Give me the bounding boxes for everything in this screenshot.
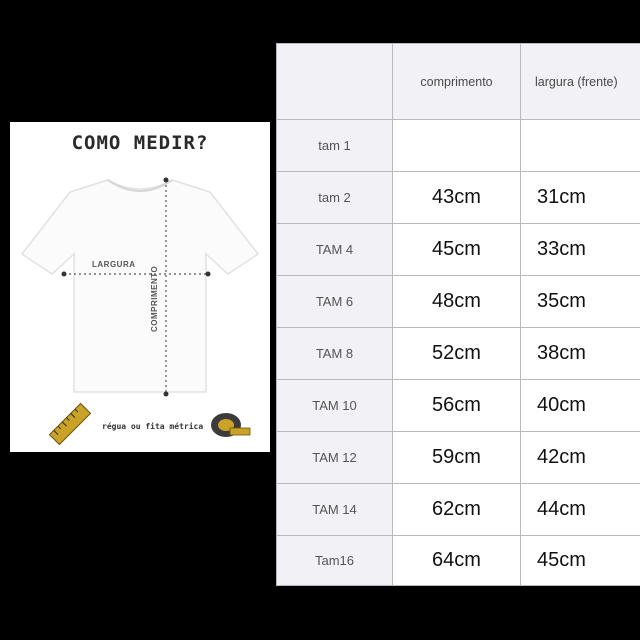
length-cell: 45cm — [393, 224, 521, 276]
size-cell: TAM 4 — [277, 224, 393, 276]
length-label: COMPRIMENTO — [150, 265, 159, 332]
length-cell: 48cm — [393, 276, 521, 328]
length-cell: 56cm — [393, 380, 521, 432]
table-header-row — [277, 44, 640, 120]
tshirt-illustration — [10, 162, 270, 402]
table-row — [277, 276, 640, 328]
length-cell: 64cm — [393, 536, 521, 586]
table-row — [277, 484, 640, 536]
table-row — [277, 536, 640, 586]
measuring-guide-card — [10, 122, 270, 452]
size-cell: TAM 10 — [277, 380, 393, 432]
size-cell: Tam16 — [277, 536, 393, 586]
table-row — [277, 120, 640, 172]
width-cell: 45cm — [521, 536, 640, 586]
width-cell: 33cm — [521, 224, 640, 276]
length-cell: 62cm — [393, 484, 521, 536]
width-cell: 31cm — [521, 172, 640, 224]
width-cell: 38cm — [521, 328, 640, 380]
size-cell: tam 1 — [277, 120, 393, 172]
width-cell — [521, 120, 640, 172]
header-size-cell — [277, 44, 393, 120]
length-cell: 52cm — [393, 328, 521, 380]
size-table — [276, 43, 640, 586]
width-cell: 44cm — [521, 484, 640, 536]
header-width-cell: largura (frente) — [521, 44, 640, 120]
size-cell: TAM 6 — [277, 276, 393, 328]
length-cell: 59cm — [393, 432, 521, 484]
width-cell: 35cm — [521, 276, 640, 328]
width-cell: 40cm — [521, 380, 640, 432]
length-cell — [393, 120, 521, 172]
size-cell: tam 2 — [277, 172, 393, 224]
table-row — [277, 172, 640, 224]
guide-title: COMO MEDIR? — [71, 132, 209, 154]
width-cell: 42cm — [521, 432, 640, 484]
table-row — [277, 380, 640, 432]
width-label: LARGURA — [92, 260, 136, 269]
length-cell: 43cm — [393, 172, 521, 224]
measuring-tape-icon — [208, 410, 252, 440]
ruler-icon — [46, 400, 94, 448]
tools-caption: régua ou fita métrica — [102, 422, 204, 431]
size-cell: TAM 14 — [277, 484, 393, 536]
size-cell: TAM 12 — [277, 432, 393, 484]
size-cell: TAM 8 — [277, 328, 393, 380]
table-row — [277, 432, 640, 484]
table-row — [277, 328, 640, 380]
header-length-cell: comprimento — [393, 44, 521, 120]
table-row — [277, 224, 640, 276]
